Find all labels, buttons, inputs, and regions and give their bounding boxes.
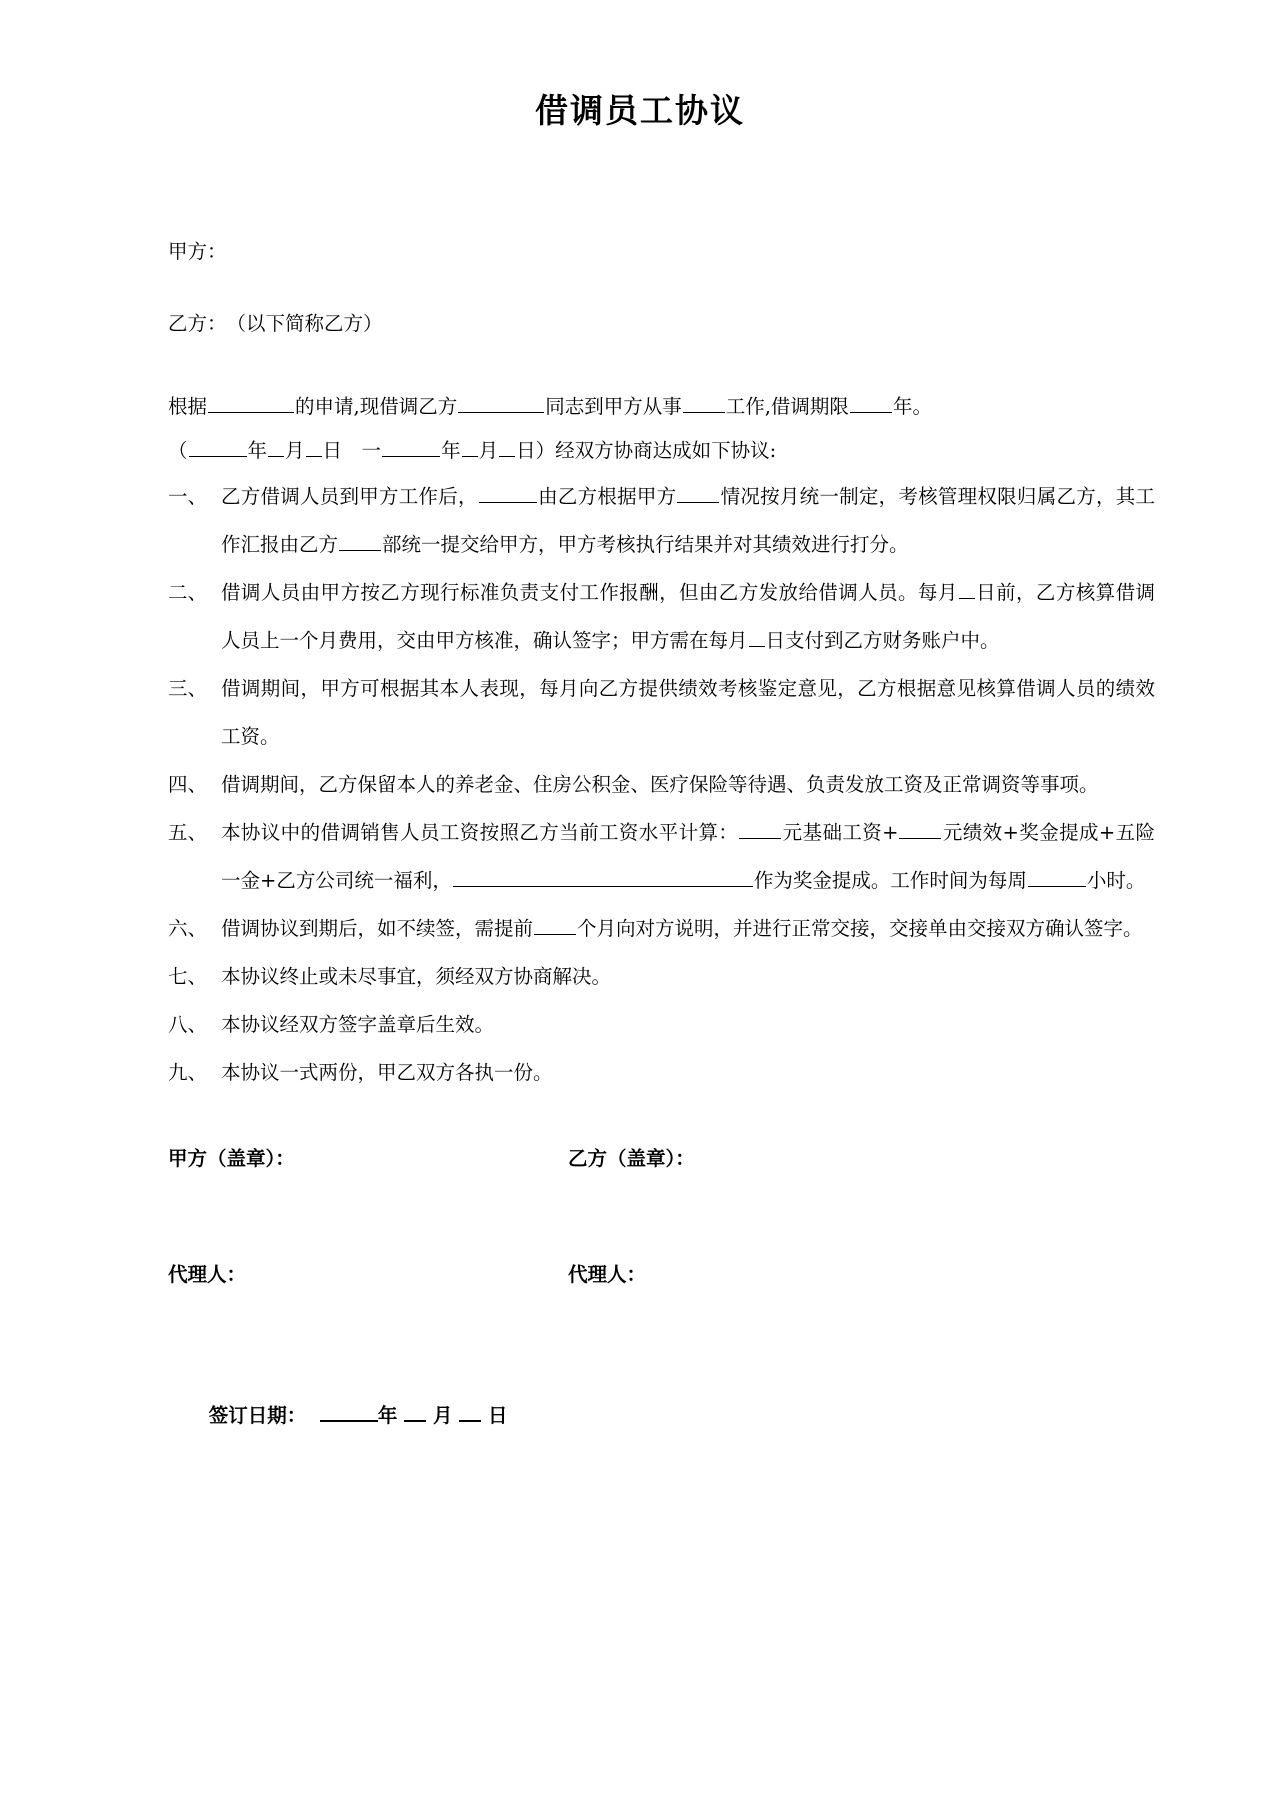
fill-in-blank[interactable] — [479, 483, 537, 504]
start-month-blank[interactable] — [268, 437, 284, 458]
document-body — [0, 132, 1280, 1097]
start-day-blank[interactable] — [306, 437, 322, 458]
clause-number: 七、 — [168, 965, 208, 988]
clause-text-segment: 借调人员由甲方按乙方现行标准负责支付工作报酬，但由乙方发放给借调人员。每月 — [221, 581, 958, 604]
clause-text-segment: 个月向对方说明，并进行正常交接，交接单由交接双方确认签字。 — [577, 917, 1143, 940]
clause-number: 五、 — [168, 821, 208, 844]
intro-line-2 — [168, 429, 1155, 473]
spacer-after-party-b — [168, 333, 1155, 385]
clause-text — [221, 953, 1155, 1001]
start-year-blank[interactable] — [189, 437, 247, 458]
clause-number: 六、 — [168, 917, 208, 940]
end-year-blank[interactable] — [382, 437, 440, 458]
clause-text-segment: 小时。 — [1086, 869, 1146, 892]
clause-item — [168, 905, 1155, 953]
party-a-agent: 代理人： — [168, 1263, 247, 1286]
clause-text-segment: 本协议一式两份，甲乙双方各执一份。 — [221, 1061, 553, 1084]
clause-text-segment: 元绩效+奖金提成+五险一金+乙方公司统一福利， — [221, 821, 1155, 892]
sign-day-label: 日 — [488, 1404, 508, 1427]
clause-text-segment: 借调协议到期后，如不续签，需提前 — [221, 917, 534, 940]
applicant-blank[interactable] — [208, 393, 294, 414]
clause-text-segment: 情况按月统一制定，考核管理权限归属乙方，其工作汇报由乙方 — [221, 485, 1155, 556]
clause-text-segment: 乙方借调人员到甲方工作后， — [221, 485, 478, 508]
sign-date-row — [168, 1377, 1155, 1451]
clause-text-segment: 本协议终止或未尽事宜，须经双方协商解决。 — [221, 965, 612, 988]
end-month-label: 月 — [478, 439, 499, 462]
spacer-before-party-a — [168, 184, 1155, 242]
seconded-person-blank[interactable] — [458, 393, 544, 414]
spacer-between-parties — [168, 262, 1155, 314]
clause-text — [221, 809, 1155, 905]
paren-open: （ — [168, 439, 188, 462]
clause-item — [168, 665, 1155, 761]
clause-number: 四、 — [168, 773, 208, 796]
intro-text-1: 根据 — [168, 395, 208, 418]
clause-item — [168, 1001, 1155, 1049]
clause-text-segment: 元基础工资+ — [782, 821, 899, 844]
spacer-seal-agent — [168, 1171, 1155, 1259]
fill-in-blank[interactable] — [453, 867, 753, 888]
sign-year-label: 年 — [377, 1404, 398, 1427]
clause-item — [168, 953, 1155, 1001]
clause-text — [221, 473, 1155, 569]
fill-in-blank[interactable] — [339, 531, 381, 552]
intro-text-4: 工作,借调期限 — [725, 395, 849, 418]
party-a-line: 甲方： — [168, 240, 227, 263]
job-blank[interactable] — [683, 393, 725, 414]
intro-text-2: 的申请,现借调乙方 — [295, 395, 458, 418]
seal-row — [168, 1143, 1155, 1171]
start-month-label: 月 — [285, 439, 305, 462]
clause-item — [168, 809, 1155, 905]
intro-text-5: 年。 — [892, 395, 932, 418]
clause-text-segment: 借调期间，甲方可根据其本人表现，每月向乙方提供绩效考核鉴定意见，乙方根据意见核算借调人员的绩效工资。 — [221, 677, 1155, 748]
sign-day-blank[interactable] — [459, 1401, 481, 1423]
clause-text-segment: 本协议中的借调销售人员工资按照乙方当前工资水平计算： — [221, 821, 739, 844]
end-year-label: 年 — [441, 439, 461, 462]
end-day-label: 日）经双方协商达成如下协议: — [516, 439, 777, 462]
clause-text — [221, 1001, 1155, 1049]
clause-list — [168, 473, 1155, 1097]
clause-text-segment: 日支付到乙方财务账户中。 — [765, 629, 1000, 652]
clause-number: 二、 — [168, 581, 208, 604]
fill-in-blank[interactable] — [534, 915, 576, 936]
fill-in-blank[interactable] — [749, 627, 765, 648]
fill-in-blank[interactable] — [677, 483, 719, 504]
intro-line-1 — [168, 385, 1155, 429]
clause-text-segment: 部统一提交给甲方，甲方考核执行结果并对其绩效进行打分。 — [382, 533, 909, 556]
end-day-blank[interactable] — [499, 437, 515, 458]
fill-in-blank[interactable] — [1028, 867, 1086, 888]
party-b-line: 乙方： （以下简称乙方） — [168, 311, 383, 335]
clause-item — [168, 1049, 1155, 1097]
clause-item — [168, 569, 1155, 665]
fill-in-blank[interactable] — [959, 579, 975, 600]
signature-block — [0, 1097, 1280, 1451]
clause-text-segment: 借调期间，乙方保留本人的养老金、住房公积金、医疗保险等待遇、负责发放工资及正常调资等事项。 — [221, 773, 1099, 796]
clause-text — [221, 1049, 1155, 1097]
clause-text — [221, 569, 1155, 665]
sign-month-blank[interactable] — [404, 1401, 426, 1423]
page-title: 借调员工协议 — [535, 91, 745, 130]
clause-item — [168, 761, 1155, 809]
clause-item — [168, 473, 1155, 569]
sign-date-label: 签订日期： — [208, 1404, 307, 1427]
clause-text — [221, 665, 1155, 761]
clause-text-segment: 日前，乙方核算借调人员上一个月费用，交由甲方核准，确认签字；甲方需在每月 — [221, 581, 1155, 652]
agent-row — [168, 1259, 1155, 1287]
start-year-label: 年 — [247, 439, 268, 462]
party-b-agent: 代理人： — [568, 1263, 647, 1286]
clause-text-segment: 作为奖金提成。工作时间为每周 — [753, 869, 1027, 892]
sign-year-blank[interactable] — [320, 1401, 378, 1423]
sign-month-label: 月 — [432, 1404, 453, 1427]
party-a-seal: 甲方（盖章）： — [168, 1147, 295, 1170]
end-month-blank[interactable] — [462, 437, 478, 458]
fill-in-blank[interactable] — [739, 819, 781, 840]
clause-number: 一、 — [168, 485, 208, 508]
clause-text-segment: 本协议经双方签字盖章后生效。 — [221, 1013, 495, 1036]
party-b-seal: 乙方（盖章）： — [568, 1147, 695, 1170]
clause-number: 三、 — [168, 677, 208, 700]
duration-blank[interactable] — [850, 393, 892, 414]
clause-number: 八、 — [168, 1013, 208, 1036]
clause-text — [221, 761, 1155, 809]
clause-text-segment: 由乙方根据甲方 — [537, 485, 677, 508]
start-day-label: 日 一 — [322, 439, 382, 462]
clause-text — [221, 905, 1155, 953]
clause-number: 九、 — [168, 1061, 208, 1084]
fill-in-blank[interactable] — [899, 819, 941, 840]
spacer-agent-date — [168, 1287, 1155, 1377]
intro-text-3: 同志到甲方从事 — [545, 395, 682, 418]
